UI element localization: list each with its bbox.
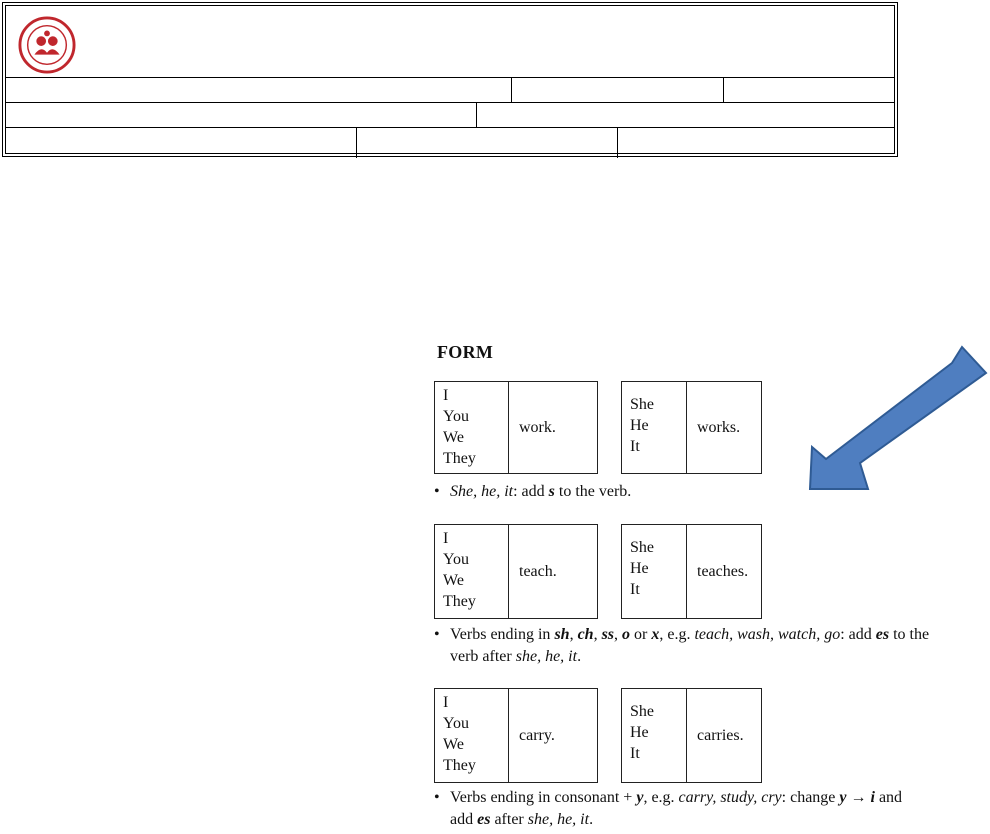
pronoun: They xyxy=(443,450,476,467)
pronoun: We xyxy=(443,429,464,446)
conjugation-box-third-person xyxy=(621,688,762,783)
pronoun-list xyxy=(435,382,509,473)
pronoun: He xyxy=(630,417,649,434)
conjugation-box-third-person xyxy=(621,524,762,619)
conjugation-box xyxy=(434,524,598,619)
rule-note: • Verbs ending in consonant + y, e.g. carry, study, cry: change y → i and add es after she, he, it. xyxy=(434,789,903,828)
header-divider xyxy=(511,78,512,103)
conjugation-box-third-person xyxy=(621,381,762,474)
pronoun: She xyxy=(630,703,654,720)
header-form-box xyxy=(2,2,898,157)
header-divider xyxy=(476,103,477,128)
pronoun: It xyxy=(630,745,640,762)
pronoun: You xyxy=(443,551,469,568)
pronoun-list xyxy=(622,689,687,782)
verb-form: carries. xyxy=(697,726,744,744)
verb-form: teach. xyxy=(519,562,557,580)
rule-note: • She, he, it: add s to the verb. xyxy=(434,483,632,500)
header-divider xyxy=(617,128,618,158)
pronoun-list xyxy=(435,689,509,782)
pronoun: I xyxy=(443,387,449,404)
header-row-1 xyxy=(6,77,894,103)
rule-note: • Verbs ending in sh, ch, ss, o or x, e.g. teach, wash, watch, go: add es to the verb after she, he, it. xyxy=(434,626,930,665)
header-form-inner xyxy=(5,5,895,154)
pronoun: It xyxy=(630,581,640,598)
header-divider xyxy=(723,78,724,103)
pronoun: She xyxy=(630,539,654,556)
verb-form: work. xyxy=(519,418,556,436)
pronoun-list xyxy=(622,382,687,473)
header-divider xyxy=(356,128,357,158)
pronoun: I xyxy=(443,530,449,547)
pronoun: I xyxy=(443,694,449,711)
pronoun: He xyxy=(630,724,649,741)
pronoun: We xyxy=(443,572,464,589)
arrow-down-left-icon xyxy=(800,343,990,493)
pronoun: He xyxy=(630,560,649,577)
school-seal-logo xyxy=(18,16,76,74)
header-row-3 xyxy=(6,127,894,158)
pronoun: They xyxy=(443,593,476,610)
pronoun: It xyxy=(630,438,640,455)
pronoun-list xyxy=(435,525,509,618)
pronoun: They xyxy=(443,757,476,774)
verb-form: carry. xyxy=(519,726,555,744)
conjugation-box xyxy=(434,688,598,783)
pronoun: We xyxy=(443,736,464,753)
conjugation-box xyxy=(434,381,598,474)
pronoun-list xyxy=(622,525,687,618)
pronoun: You xyxy=(443,408,469,425)
pronoun: She xyxy=(630,396,654,413)
pronoun: You xyxy=(443,715,469,732)
verb-form: works. xyxy=(697,418,741,436)
verb-form: teaches. xyxy=(697,562,749,580)
form-title: FORM xyxy=(437,342,494,362)
header-row-2 xyxy=(6,102,894,128)
